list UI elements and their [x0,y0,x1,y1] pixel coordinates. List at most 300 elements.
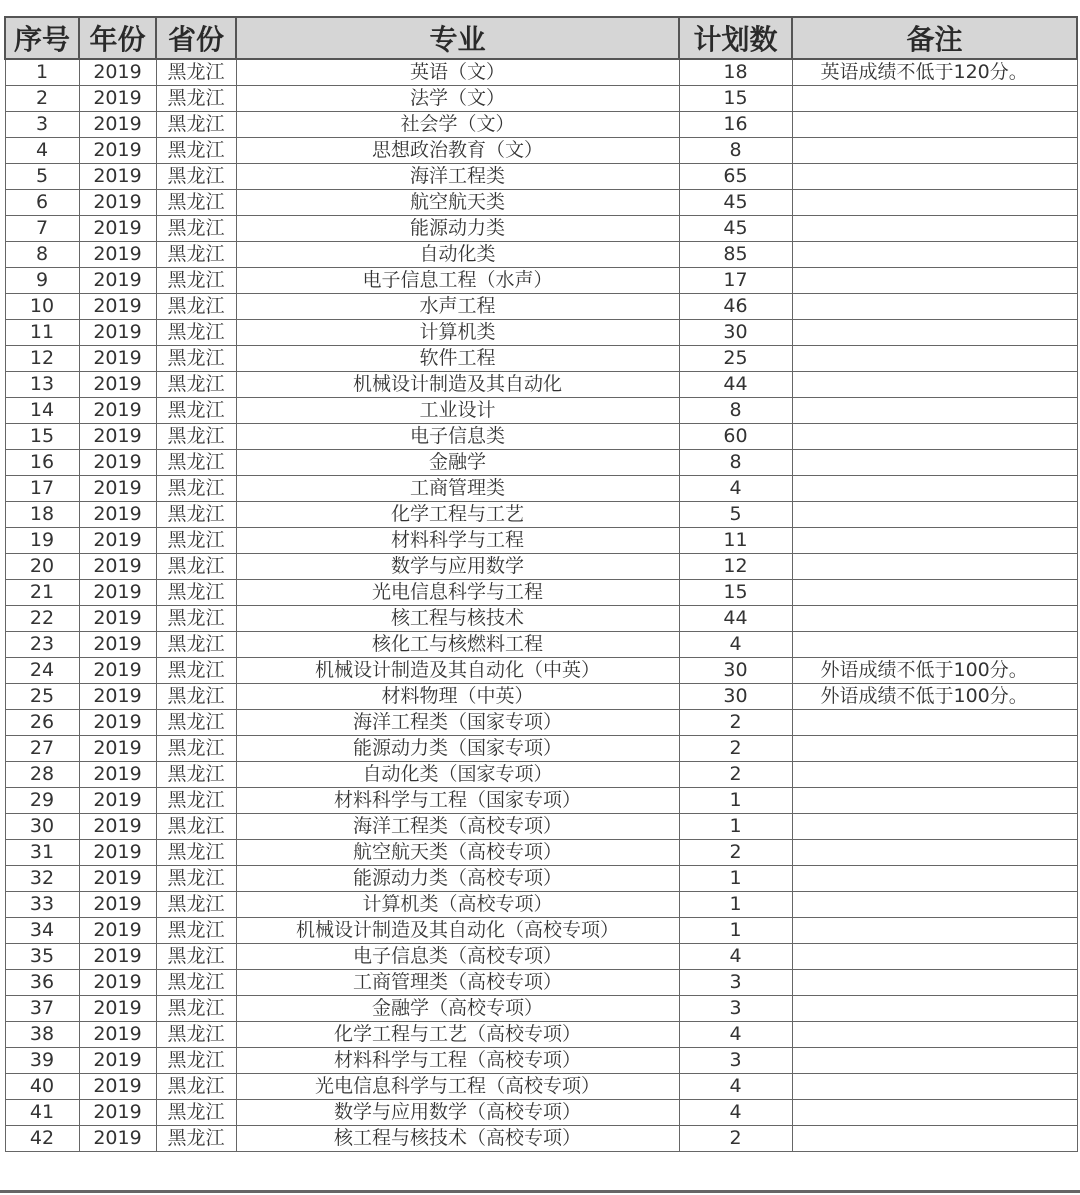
cell-year: 2019 [79,424,156,450]
cell-major: 电子信息工程（水声） [236,268,679,294]
cell-province: 黑龙江 [156,814,236,840]
table-row [5,294,1077,320]
table-row [5,398,1077,424]
cell-remarks [792,710,1077,736]
cell-plan-count: 65 [679,164,792,190]
table-row [5,606,1077,632]
cell-plan-count: 8 [679,398,792,424]
cell-province: 黑龙江 [156,528,236,554]
cell-year: 2019 [79,450,156,476]
cell-plan-count: 4 [679,632,792,658]
cell-province: 黑龙江 [156,580,236,606]
cell-remarks [792,450,1077,476]
cell-province: 黑龙江 [156,294,236,320]
cell-serial: 35 [5,944,79,970]
cell-major: 机械设计制造及其自动化 [236,372,679,398]
cell-serial: 27 [5,736,79,762]
cell-serial: 18 [5,502,79,528]
cell-province: 黑龙江 [156,944,236,970]
cell-serial: 26 [5,710,79,736]
header-major: 专业 [236,17,679,59]
cell-remarks [792,632,1077,658]
cell-year: 2019 [79,866,156,892]
cell-serial: 2 [5,86,79,112]
cell-major: 英语（文） [236,59,679,86]
cell-major: 工商管理类（高校专项） [236,970,679,996]
cell-plan-count: 30 [679,658,792,684]
cell-plan-count: 45 [679,190,792,216]
cell-plan-count: 16 [679,112,792,138]
cell-remarks [792,606,1077,632]
table-row [5,944,1077,970]
cell-serial: 34 [5,918,79,944]
table-row [5,216,1077,242]
cell-year: 2019 [79,294,156,320]
cell-remarks [792,216,1077,242]
cell-major: 光电信息科学与工程（高校专项） [236,1074,679,1100]
cell-plan-count: 3 [679,970,792,996]
cell-year: 2019 [79,1100,156,1126]
cell-plan-count: 4 [679,1100,792,1126]
cell-year: 2019 [79,138,156,164]
cell-major: 能源动力类（国家专项） [236,736,679,762]
cell-year: 2019 [79,632,156,658]
table-row [5,918,1077,944]
cell-serial: 12 [5,346,79,372]
cell-year: 2019 [79,398,156,424]
cell-major: 工业设计 [236,398,679,424]
cell-plan-count: 25 [679,346,792,372]
cell-province: 黑龙江 [156,554,236,580]
cell-remarks [792,762,1077,788]
cell-plan-count: 12 [679,554,792,580]
cell-major: 化学工程与工艺（高校专项） [236,1022,679,1048]
cell-province: 黑龙江 [156,1022,236,1048]
cell-major: 机械设计制造及其自动化（高校专项） [236,918,679,944]
cell-serial: 11 [5,320,79,346]
cell-remarks [792,918,1077,944]
cell-serial: 38 [5,1022,79,1048]
cell-remarks [792,788,1077,814]
cell-plan-count: 1 [679,866,792,892]
table-row [5,1126,1077,1152]
cell-province: 黑龙江 [156,1074,236,1100]
cell-major: 核工程与核技术（高校专项） [236,1126,679,1152]
cell-year: 2019 [79,840,156,866]
cell-province: 黑龙江 [156,242,236,268]
cell-year: 2019 [79,86,156,112]
cell-major: 材料物理（中英） [236,684,679,710]
table-body [5,59,1077,1152]
cell-remarks [792,996,1077,1022]
table-row [5,866,1077,892]
cell-year: 2019 [79,684,156,710]
cell-plan-count: 1 [679,814,792,840]
cell-plan-count: 30 [679,684,792,710]
table-row [5,190,1077,216]
cell-remarks [792,1126,1077,1152]
table-row [5,138,1077,164]
cell-plan-count: 1 [679,788,792,814]
table-row [5,346,1077,372]
header-plan-count: 计划数 [679,17,792,59]
table-row [5,996,1077,1022]
cell-remarks [792,190,1077,216]
cell-serial: 8 [5,242,79,268]
table-row [5,1022,1077,1048]
cell-remarks [792,554,1077,580]
table-row [5,632,1077,658]
cell-year: 2019 [79,1048,156,1074]
cell-province: 黑龙江 [156,320,236,346]
table-row [5,242,1077,268]
cell-plan-count: 2 [679,762,792,788]
cell-major: 社会学（文） [236,112,679,138]
cell-remarks [792,1048,1077,1074]
cell-province: 黑龙江 [156,164,236,190]
cell-plan-count: 2 [679,736,792,762]
table-row [5,1100,1077,1126]
cell-province: 黑龙江 [156,1048,236,1074]
cell-year: 2019 [79,1074,156,1100]
cell-serial: 5 [5,164,79,190]
cell-plan-count: 46 [679,294,792,320]
cell-province: 黑龙江 [156,86,236,112]
cell-major: 数学与应用数学 [236,554,679,580]
cell-year: 2019 [79,762,156,788]
cell-major: 计算机类（高校专项） [236,892,679,918]
cell-remarks [792,112,1077,138]
cell-year: 2019 [79,476,156,502]
cell-province: 黑龙江 [156,710,236,736]
cell-province: 黑龙江 [156,476,236,502]
table-row [5,710,1077,736]
cell-province: 黑龙江 [156,970,236,996]
cell-province: 黑龙江 [156,450,236,476]
cell-year: 2019 [79,996,156,1022]
cell-major: 电子信息类（高校专项） [236,944,679,970]
table-row [5,840,1077,866]
cell-remarks [792,138,1077,164]
cell-major: 思想政治教育（文） [236,138,679,164]
cell-year: 2019 [79,190,156,216]
cell-remarks [792,320,1077,346]
table-row [5,736,1077,762]
cell-year: 2019 [79,554,156,580]
cell-year: 2019 [79,59,156,86]
cell-serial: 7 [5,216,79,242]
cell-major: 能源动力类（高校专项） [236,866,679,892]
header-year: 年份 [79,17,156,59]
cell-serial: 23 [5,632,79,658]
cell-remarks [792,840,1077,866]
cell-remarks [792,580,1077,606]
cell-year: 2019 [79,320,156,346]
cell-year: 2019 [79,892,156,918]
cell-province: 黑龙江 [156,372,236,398]
table-row [5,788,1077,814]
cell-remarks [792,892,1077,918]
cell-province: 黑龙江 [156,606,236,632]
table-row [5,814,1077,840]
cell-province: 黑龙江 [156,632,236,658]
cell-major: 海洋工程类（高校专项） [236,814,679,840]
cell-province: 黑龙江 [156,502,236,528]
cell-serial: 32 [5,866,79,892]
cell-province: 黑龙江 [156,138,236,164]
cell-year: 2019 [79,268,156,294]
cell-serial: 36 [5,970,79,996]
cell-plan-count: 2 [679,1126,792,1152]
cell-serial: 3 [5,112,79,138]
cell-province: 黑龙江 [156,892,236,918]
table-row [5,970,1077,996]
cell-remarks [792,268,1077,294]
cell-major: 能源动力类 [236,216,679,242]
cell-plan-count: 15 [679,580,792,606]
table-row [5,450,1077,476]
cell-year: 2019 [79,918,156,944]
table-row [5,476,1077,502]
cell-serial: 19 [5,528,79,554]
cell-serial: 29 [5,788,79,814]
cell-serial: 17 [5,476,79,502]
cell-serial: 37 [5,996,79,1022]
cell-serial: 14 [5,398,79,424]
cell-serial: 40 [5,1074,79,1100]
cell-major: 金融学（高校专项） [236,996,679,1022]
cell-major: 材料科学与工程（高校专项） [236,1048,679,1074]
table-row [5,762,1077,788]
table-row [5,59,1077,86]
header-province: 省份 [156,17,236,59]
cell-major: 航空航天类（高校专项） [236,840,679,866]
cell-remarks: 英语成绩不低于120分。 [792,59,1077,86]
cell-major: 金融学 [236,450,679,476]
cell-year: 2019 [79,944,156,970]
cell-plan-count: 4 [679,1022,792,1048]
cell-remarks [792,944,1077,970]
cell-remarks [792,346,1077,372]
cell-major: 海洋工程类 [236,164,679,190]
cell-serial: 24 [5,658,79,684]
cell-remarks [792,242,1077,268]
cell-plan-count: 45 [679,216,792,242]
cell-plan-count: 8 [679,138,792,164]
cell-plan-count: 2 [679,840,792,866]
cell-serial: 15 [5,424,79,450]
cell-province: 黑龙江 [156,1100,236,1126]
cell-remarks [792,736,1077,762]
cell-plan-count: 4 [679,476,792,502]
cell-remarks [792,1022,1077,1048]
cell-year: 2019 [79,112,156,138]
cell-year: 2019 [79,372,156,398]
cell-major: 海洋工程类（国家专项） [236,710,679,736]
cell-year: 2019 [79,242,156,268]
cell-major: 机械设计制造及其自动化（中英） [236,658,679,684]
cell-province: 黑龙江 [156,1126,236,1152]
cell-plan-count: 30 [679,320,792,346]
cell-plan-count: 3 [679,996,792,1022]
cell-serial: 22 [5,606,79,632]
table-row [5,112,1077,138]
cell-plan-count: 4 [679,944,792,970]
table-row [5,1074,1077,1100]
cell-major: 计算机类 [236,320,679,346]
cell-remarks [792,294,1077,320]
cell-province: 黑龙江 [156,190,236,216]
cell-province: 黑龙江 [156,840,236,866]
cell-major: 软件工程 [236,346,679,372]
cell-province: 黑龙江 [156,268,236,294]
cell-remarks [792,398,1077,424]
cell-remarks: 外语成绩不低于100分。 [792,684,1077,710]
cell-plan-count: 5 [679,502,792,528]
cell-plan-count: 1 [679,918,792,944]
cell-province: 黑龙江 [156,918,236,944]
cell-province: 黑龙江 [156,346,236,372]
cell-serial: 13 [5,372,79,398]
cell-plan-count: 44 [679,606,792,632]
table-row [5,86,1077,112]
cell-serial: 39 [5,1048,79,1074]
cell-remarks [792,970,1077,996]
cell-year: 2019 [79,164,156,190]
table-row [5,554,1077,580]
cell-year: 2019 [79,970,156,996]
cell-province: 黑龙江 [156,684,236,710]
cell-serial: 41 [5,1100,79,1126]
cell-remarks [792,814,1077,840]
cell-province: 黑龙江 [156,762,236,788]
cell-serial: 20 [5,554,79,580]
bottom-divider [0,1190,1080,1193]
cell-plan-count: 17 [679,268,792,294]
cell-major: 化学工程与工艺 [236,502,679,528]
cell-remarks [792,1100,1077,1126]
cell-serial: 31 [5,840,79,866]
cell-serial: 4 [5,138,79,164]
cell-major: 工商管理类 [236,476,679,502]
cell-plan-count: 18 [679,59,792,86]
cell-plan-count: 44 [679,372,792,398]
cell-serial: 30 [5,814,79,840]
cell-province: 黑龙江 [156,398,236,424]
cell-remarks [792,476,1077,502]
cell-serial: 33 [5,892,79,918]
table-row [5,424,1077,450]
cell-major: 电子信息类 [236,424,679,450]
cell-serial: 10 [5,294,79,320]
cell-year: 2019 [79,658,156,684]
cell-province: 黑龙江 [156,866,236,892]
table-row [5,268,1077,294]
cell-plan-count: 2 [679,710,792,736]
cell-remarks [792,372,1077,398]
cell-province: 黑龙江 [156,788,236,814]
cell-year: 2019 [79,736,156,762]
table-header-row [5,17,1077,59]
cell-serial: 28 [5,762,79,788]
cell-remarks [792,86,1077,112]
cell-major: 光电信息科学与工程 [236,580,679,606]
cell-serial: 21 [5,580,79,606]
cell-major: 水声工程 [236,294,679,320]
cell-major: 核化工与核燃料工程 [236,632,679,658]
cell-province: 黑龙江 [156,736,236,762]
cell-province: 黑龙江 [156,112,236,138]
cell-year: 2019 [79,814,156,840]
cell-major: 核工程与核技术 [236,606,679,632]
cell-remarks [792,424,1077,450]
cell-serial: 25 [5,684,79,710]
cell-major: 航空航天类 [236,190,679,216]
cell-year: 2019 [79,216,156,242]
table-row [5,502,1077,528]
cell-year: 2019 [79,606,156,632]
cell-remarks [792,502,1077,528]
cell-major: 材料科学与工程 [236,528,679,554]
cell-year: 2019 [79,580,156,606]
table-row [5,684,1077,710]
cell-year: 2019 [79,528,156,554]
cell-serial: 9 [5,268,79,294]
cell-year: 2019 [79,710,156,736]
cell-plan-count: 1 [679,892,792,918]
cell-major: 自动化类（国家专项） [236,762,679,788]
cell-plan-count: 85 [679,242,792,268]
cell-major: 材料科学与工程（国家专项） [236,788,679,814]
cell-plan-count: 8 [679,450,792,476]
header-remarks: 备注 [792,17,1077,59]
cell-province: 黑龙江 [156,996,236,1022]
cell-major: 数学与应用数学（高校专项） [236,1100,679,1126]
cell-major: 法学（文） [236,86,679,112]
table-row [5,528,1077,554]
table-row [5,372,1077,398]
cell-remarks [792,1074,1077,1100]
cell-year: 2019 [79,1022,156,1048]
cell-plan-count: 60 [679,424,792,450]
cell-serial: 42 [5,1126,79,1152]
admission-plan-table [4,16,1078,1152]
cell-plan-count: 11 [679,528,792,554]
table-row [5,320,1077,346]
cell-year: 2019 [79,788,156,814]
cell-year: 2019 [79,1126,156,1152]
cell-serial: 16 [5,450,79,476]
table-row [5,164,1077,190]
table-row [5,658,1077,684]
cell-province: 黑龙江 [156,59,236,86]
header-serial: 序号 [5,17,79,59]
cell-remarks [792,866,1077,892]
cell-plan-count: 3 [679,1048,792,1074]
cell-remarks: 外语成绩不低于100分。 [792,658,1077,684]
cell-province: 黑龙江 [156,424,236,450]
table-row [5,580,1077,606]
cell-major: 自动化类 [236,242,679,268]
cell-remarks [792,164,1077,190]
cell-province: 黑龙江 [156,216,236,242]
table-row [5,1048,1077,1074]
cell-serial: 6 [5,190,79,216]
cell-remarks [792,528,1077,554]
cell-serial: 1 [5,59,79,86]
cell-year: 2019 [79,346,156,372]
cell-province: 黑龙江 [156,658,236,684]
